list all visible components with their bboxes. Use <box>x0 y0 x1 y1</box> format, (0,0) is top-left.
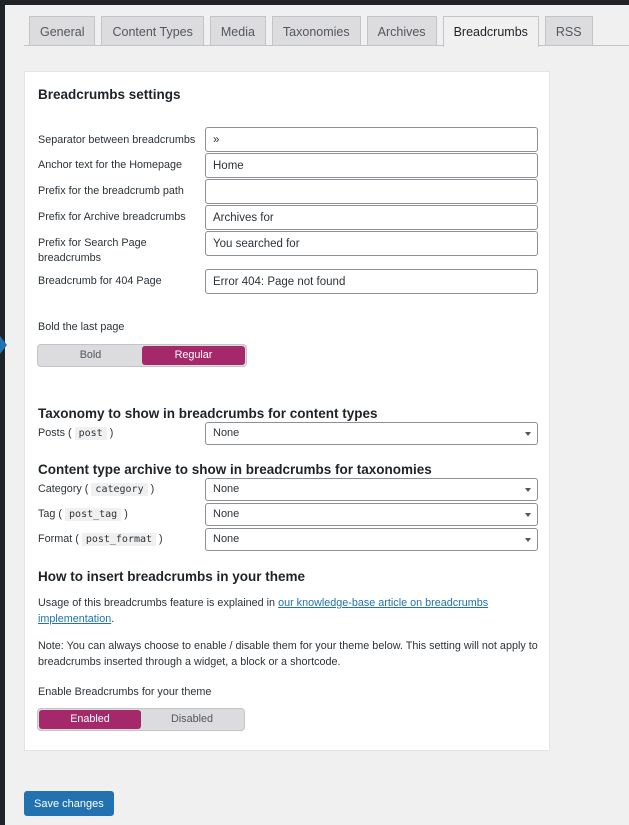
breadcrumbs-settings-panel <box>24 71 550 751</box>
section-heading-settings: Breadcrumbs settings <box>38 87 181 102</box>
archive-section-heading: Content type archive to show in breadcrumbs for taxonomies <box>38 462 432 477</box>
insert-section-heading: How to insert breadcrumbs in your theme <box>38 569 306 584</box>
usage-paragraph <box>38 595 538 627</box>
bold-last-label: Bold the last page <box>38 321 125 333</box>
format-archive-value: None <box>213 533 240 545</box>
separator-label: Separator between breadcrumbs <box>38 134 196 146</box>
separator-input[interactable] <box>205 127 538 152</box>
enabled-option[interactable]: Enabled <box>39 710 141 729</box>
crumb-404-input[interactable] <box>205 269 538 294</box>
prefix-archive-input[interactable] <box>205 205 538 230</box>
category-archive-select[interactable] <box>205 478 538 501</box>
chevron-down-icon <box>525 513 531 517</box>
taxonomy-section-heading: Taxonomy to show in breadcrumbs for content types <box>38 406 378 421</box>
note-paragraph: Note: You can always choose to enable / disable them for your theme below. This setting will not apply to breadcrumbs inserted through a widget, a block or a shortcode. <box>38 640 538 668</box>
bold-last-toggle <box>37 344 247 367</box>
category-row-label: Category ( category ) <box>38 483 155 495</box>
format-code: post_format <box>82 533 156 546</box>
kb-article-link[interactable]: our knowledge-base article on breadcrumbs implementation <box>38 597 489 625</box>
crumb-404-label: Breadcrumb for 404 Page <box>38 275 162 287</box>
chevron-down-icon <box>525 538 531 542</box>
format-archive-select[interactable] <box>205 528 538 551</box>
tab-breadcrumbs[interactable]: Breadcrumbs <box>443 16 539 47</box>
category-archive-value: None <box>213 483 240 495</box>
admin-top-edge <box>0 0 629 5</box>
bold-option[interactable]: Bold <box>79 349 102 361</box>
posts-taxonomy-value: None <box>213 427 240 439</box>
format-label: Format <box>38 533 73 545</box>
menu-current-arrow-icon <box>0 336 7 354</box>
posts-label: Posts <box>38 427 66 439</box>
tab-general[interactable]: General <box>29 16 95 46</box>
posts-row-label: Posts ( post ) <box>38 427 114 439</box>
format-row-label: Format ( post_format ) <box>38 533 163 545</box>
tag-label: Tag <box>38 508 56 520</box>
tab-media[interactable]: Media <box>210 16 266 46</box>
chevron-down-icon <box>525 432 531 436</box>
tab-taxonomies[interactable]: Taxonomies <box>272 16 361 46</box>
prefix-path-label: Prefix for the breadcrumb path <box>38 185 184 197</box>
prefix-search-label: Prefix for Search Page breadcrumbs <box>38 237 147 264</box>
enable-theme-label: Enable Breadcrumbs for your theme <box>38 686 212 698</box>
tab-rss[interactable]: RSS <box>545 16 593 46</box>
prefix-search-input[interactable] <box>205 231 538 256</box>
usage-text: Usage of this breadcrumbs feature is explained in <box>38 597 279 609</box>
tag-archive-value: None <box>213 508 240 520</box>
posts-code: post <box>75 427 107 440</box>
save-changes-button[interactable]: Save changes <box>24 791 114 816</box>
tag-code: post_tag <box>65 508 121 521</box>
category-code: category <box>91 483 147 496</box>
home-anchor-label: Anchor text for the Homepage <box>38 159 183 171</box>
settings-tabs <box>29 16 593 46</box>
tab-content-types[interactable]: Content Types <box>101 16 203 46</box>
prefix-archive-label: Prefix for Archive breadcrumbs <box>38 211 186 223</box>
regular-option[interactable]: Regular <box>142 346 245 365</box>
tag-archive-select[interactable] <box>205 503 538 526</box>
enable-theme-toggle <box>37 708 245 731</box>
home-anchor-input[interactable] <box>205 153 538 178</box>
chevron-down-icon <box>525 488 531 492</box>
disabled-option[interactable]: Disabled <box>170 713 213 725</box>
usage-end: . <box>111 613 115 625</box>
prefix-path-input[interactable] <box>205 179 538 204</box>
category-label: Category <box>38 483 82 495</box>
tab-archives[interactable]: Archives <box>367 16 437 46</box>
tag-row-label: Tag ( post_tag ) <box>38 508 128 520</box>
admin-sidebar-edge <box>0 0 5 825</box>
posts-taxonomy-select[interactable] <box>205 422 538 445</box>
